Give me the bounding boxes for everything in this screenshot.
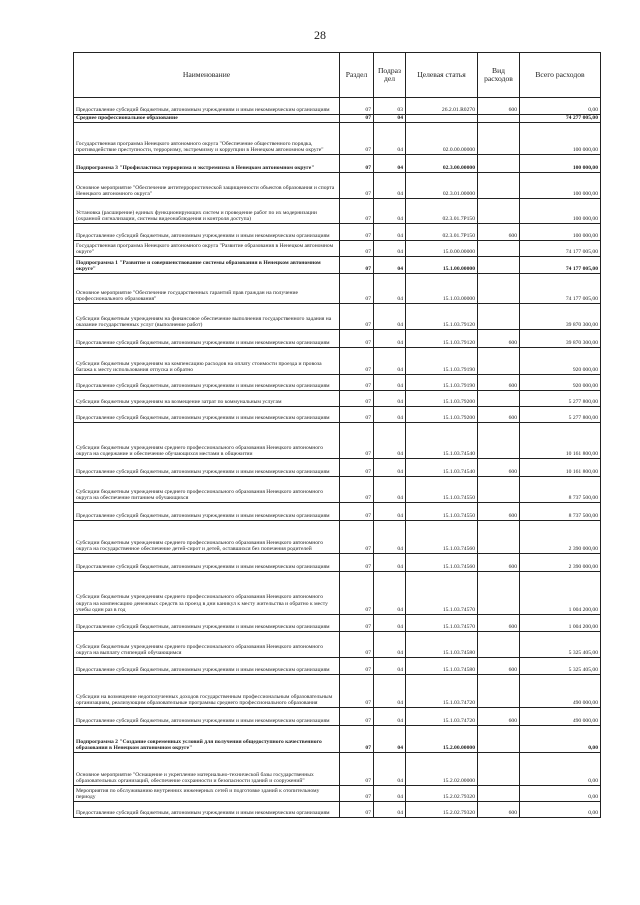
row-razdel: 07 — [340, 675, 374, 708]
table-row — [74, 658, 601, 675]
row-razdel: 07 — [340, 241, 374, 257]
row-celevaya: 15.1.03.74720 — [406, 675, 478, 708]
row-razdel: 07 — [340, 423, 374, 459]
row-razdel: 07 — [340, 407, 374, 423]
row-sum: 10 161 800,00 — [520, 423, 601, 459]
table-body — [74, 98, 601, 818]
row-sum: 5 277 800,00 — [520, 407, 601, 423]
table-row — [74, 802, 601, 818]
row-name: Мероприятия по обслуживанию внутренних инженерных сетей и подготовке зданий к отопительному периоду — [74, 786, 340, 802]
row-razdel: 07 — [340, 726, 374, 753]
row-razdel: 07 — [340, 375, 374, 391]
row-vid — [478, 786, 520, 802]
row-sum: 100 000,00 — [520, 155, 601, 173]
row-vid: 600 — [478, 407, 520, 423]
row-sum: 490 000,00 — [520, 708, 601, 726]
header-vid: Вид расходов — [478, 53, 520, 98]
row-vid — [478, 123, 520, 155]
table-row — [74, 632, 601, 658]
table-row — [74, 115, 601, 123]
row-vid: 600 — [478, 98, 520, 115]
row-podrazdel: 04 — [374, 615, 406, 632]
row-sum: 0,00 — [520, 786, 601, 802]
row-razdel: 07 — [340, 257, 374, 274]
row-name: Предоставление субсидий бюджетным, автономным учреждениям и иным некоммерческим организациям — [74, 708, 340, 726]
row-vid — [478, 726, 520, 753]
row-name: Субсидии бюджетным учреждениям среднего профессионального образования Ненецкого автономного округа на государственное обеспечение детей-сирот и детей, оставшихся без попечения родителей — [74, 521, 340, 554]
row-podrazdel: 04 — [374, 241, 406, 257]
row-vid — [478, 632, 520, 658]
row-razdel: 07 — [340, 503, 374, 521]
row-podrazdel: 04 — [374, 802, 406, 818]
row-sum: 5 325 405,00 — [520, 632, 601, 658]
row-razdel: 07 — [340, 348, 374, 375]
row-podrazdel: 04 — [374, 304, 406, 330]
row-vid: 600 — [478, 459, 520, 477]
row-razdel: 07 — [340, 304, 374, 330]
table-row — [74, 521, 601, 554]
table-row — [74, 241, 601, 257]
row-vid: 600 — [478, 802, 520, 818]
row-celevaya: 02.3.01.7Р150 — [406, 224, 478, 241]
row-podrazdel: 04 — [374, 115, 406, 123]
row-sum: 10 161 800,00 — [520, 459, 601, 477]
row-razdel: 07 — [340, 658, 374, 675]
row-razdel: 07 — [340, 615, 374, 632]
table-row — [74, 786, 601, 802]
row-name: Субсидии бюджетным учреждениям на финансовое обеспечение выполнения государственного задания на оказание государственных услуг (выполнение работ) — [74, 304, 340, 330]
row-podrazdel: 04 — [374, 348, 406, 375]
row-razdel: 07 — [340, 173, 374, 199]
row-name: Предоставление субсидий бюджетным, автономным учреждениям и иным некоммерческим организациям — [74, 503, 340, 521]
row-podrazdel: 04 — [374, 675, 406, 708]
row-podrazdel: 04 — [374, 632, 406, 658]
table-row — [74, 224, 601, 241]
table-row — [74, 98, 601, 115]
row-celevaya: 15.1.03.00000 — [406, 274, 478, 304]
header-razdel: Раздел — [340, 53, 374, 98]
row-vid: 600 — [478, 330, 520, 348]
row-celevaya: 15.1.03.74580 — [406, 658, 478, 675]
row-sum: 74 277 005,00 — [520, 115, 601, 123]
row-podrazdel: 04 — [374, 173, 406, 199]
table-row — [74, 503, 601, 521]
row-celevaya: 15.2.00.00000 — [406, 726, 478, 753]
row-razdel: 07 — [340, 459, 374, 477]
row-name: Установка (расширение) единых функционирующих систем и проведение работ по их модернизации (охранной сигнализации, системы видеонаблюдения и контроля доступа) — [74, 199, 340, 224]
row-name: Подпрограмма 2 "Создание современных условий для получения общедоступного качественного образования в Ненецком автономном округе" — [74, 726, 340, 753]
row-sum: 490 000,00 — [520, 675, 601, 708]
row-vid — [478, 477, 520, 503]
row-podrazdel: 04 — [374, 786, 406, 802]
row-name: Субсидии бюджетным учреждениям на возмещение затрат по коммунальным услугам — [74, 391, 340, 407]
row-celevaya: 02.3.01.7Р150 — [406, 199, 478, 224]
row-razdel: 07 — [340, 572, 374, 615]
row-podrazdel: 04 — [374, 459, 406, 477]
row-name: Предоставление субсидий бюджетным, автономным учреждениям и иным некоммерческим организациям — [74, 658, 340, 675]
row-sum: 1 004 200,00 — [520, 572, 601, 615]
row-name: Предоставление субсидий бюджетным, автономным учреждениям и иным некоммерческим организациям — [74, 802, 340, 818]
row-vid: 600 — [478, 375, 520, 391]
row-name: Государственная программа Ненецкого автономного округа "Обеспечение общественного порядка, противодействие преступности, терроризму, экстремизму и коррупции в Ненецком автономном округе" — [74, 123, 340, 155]
row-celevaya — [406, 115, 478, 123]
row-sum: 8 737 500,00 — [520, 477, 601, 503]
budget-table — [73, 52, 601, 818]
row-podrazdel: 04 — [374, 708, 406, 726]
table-row — [74, 753, 601, 786]
row-vid — [478, 241, 520, 257]
row-podrazdel: 04 — [374, 199, 406, 224]
row-vid: 600 — [478, 658, 520, 675]
row-celevaya: 15.1.03.74550 — [406, 477, 478, 503]
row-sum: 39 870 300,00 — [520, 330, 601, 348]
row-razdel: 07 — [340, 391, 374, 407]
row-vid: 600 — [478, 224, 520, 241]
row-celevaya: 15.1.03.74550 — [406, 503, 478, 521]
row-podrazdel: 04 — [374, 554, 406, 572]
row-razdel: 07 — [340, 786, 374, 802]
row-vid — [478, 304, 520, 330]
table-row — [74, 155, 601, 173]
row-podrazdel: 04 — [374, 123, 406, 155]
row-sum: 0,00 — [520, 753, 601, 786]
row-celevaya: 15.1.03.74570 — [406, 572, 478, 615]
row-celevaya: 15.1.03.79200 — [406, 407, 478, 423]
table-row — [74, 423, 601, 459]
row-vid — [478, 115, 520, 123]
table-row — [74, 199, 601, 224]
header-sum: Всего расходов — [520, 53, 601, 98]
row-sum: 920 000,00 — [520, 348, 601, 375]
row-sum: 74 177 005,00 — [520, 257, 601, 274]
row-name: Основное мероприятие "Оснащение и укрепление материально-технической базы государственных образовательных организаций, обеспечение сохранности и безопасности зданий и сооружений" — [74, 753, 340, 786]
row-vid — [478, 572, 520, 615]
row-name: Основное мероприятие "Обеспечение государственных гарантий прав граждан на получение профессионального образования" — [74, 274, 340, 304]
row-celevaya: 02.0.00.00000 — [406, 123, 478, 155]
table-row — [74, 274, 601, 304]
row-vid — [478, 423, 520, 459]
row-name: Субсидии бюджетным учреждениям среднего профессионального образования Ненецкого автономного округа на выплату стипендий обучающимся — [74, 632, 340, 658]
header-podrazdel: Подраз дел — [374, 53, 406, 98]
row-celevaya: 15.1.03.79120 — [406, 330, 478, 348]
row-celevaya: 15.1.03.74580 — [406, 632, 478, 658]
row-name: Предоставление субсидий бюджетным, автономным учреждениям и иным некоммерческим организациям — [74, 224, 340, 241]
row-razdel: 07 — [340, 330, 374, 348]
row-podrazdel: 04 — [374, 391, 406, 407]
row-podrazdel: 04 — [374, 753, 406, 786]
row-vid — [478, 199, 520, 224]
row-name: Государственная программа Ненецкого автономного округа "Развитие образования в Ненецком автономном округе" — [74, 241, 340, 257]
table-row — [74, 391, 601, 407]
table-row — [74, 554, 601, 572]
table-row — [74, 257, 601, 274]
header-name: Наименование — [74, 53, 340, 98]
row-vid — [478, 173, 520, 199]
row-celevaya: 15.1.03.74540 — [406, 423, 478, 459]
row-name: Субсидии на возмещение недополученных доходов государственным профессиональным образовательным организациям, реализующим образовательные программы среднего профессионального образования — [74, 675, 340, 708]
row-razdel: 07 — [340, 521, 374, 554]
row-celevaya: 15.1.03.74540 — [406, 459, 478, 477]
row-celevaya: 15.1.03.74560 — [406, 521, 478, 554]
table-row — [74, 459, 601, 477]
table-row — [74, 477, 601, 503]
row-vid — [478, 521, 520, 554]
row-name: Подпрограмма 1 "Развитие и совершенствование системы образования в Ненецком автономном округе" — [74, 257, 340, 274]
page-number: 28 — [314, 28, 326, 42]
row-celevaya: 26.2.01.R0270 — [406, 98, 478, 115]
row-razdel: 07 — [340, 123, 374, 155]
row-razdel: 07 — [340, 554, 374, 572]
row-sum: 74 177 005,00 — [520, 274, 601, 304]
row-name: Предоставление субсидий бюджетным, автономным учреждениям и иным некоммерческим организациям — [74, 98, 340, 115]
row-celevaya: 15.2.02.79320 — [406, 802, 478, 818]
row-sum: 100 000,00 — [520, 224, 601, 241]
table-header-row — [74, 53, 601, 98]
row-vid — [478, 257, 520, 274]
row-podrazdel: 04 — [374, 155, 406, 173]
row-celevaya: 15.1.03.74570 — [406, 615, 478, 632]
row-sum: 0,00 — [520, 802, 601, 818]
table-row — [74, 675, 601, 708]
row-vid: 600 — [478, 708, 520, 726]
row-podrazdel: 04 — [374, 521, 406, 554]
row-razdel: 07 — [340, 753, 374, 786]
row-sum: 39 870 300,00 — [520, 304, 601, 330]
row-name: Субсидии бюджетным учреждениям среднего профессионального образования Ненецкого автономного округа на обеспечение питанием обучающихся — [74, 477, 340, 503]
table-row — [74, 348, 601, 375]
row-name: Среднее профессиональное образование — [74, 115, 340, 123]
row-sum: 2 390 000,00 — [520, 554, 601, 572]
row-name: Предоставление субсидий бюджетным, автономным учреждениям и иным некоммерческим организациям — [74, 459, 340, 477]
row-sum: 0,00 — [520, 726, 601, 753]
row-name: Предоставление субсидий бюджетным, автономным учреждениям и иным некоммерческим организациям — [74, 375, 340, 391]
row-sum: 100 000,00 — [520, 199, 601, 224]
table-row — [74, 330, 601, 348]
row-name: Субсидии бюджетным учреждениям среднего профессионального образования Ненецкого автономного округа на содержание и обеспечение обучающихся местами в общежитии — [74, 423, 340, 459]
row-podrazdel: 04 — [374, 477, 406, 503]
row-razdel: 07 — [340, 224, 374, 241]
row-vid — [478, 675, 520, 708]
row-podrazdel: 04 — [374, 726, 406, 753]
row-name: Подпрограмма 3 "Профилактика терроризма и экстремизма в Ненецком автономном округе" — [74, 155, 340, 173]
row-podrazdel: 04 — [374, 572, 406, 615]
header-celevaya: Целевая статья — [406, 53, 478, 98]
row-podrazdel: 03 — [374, 98, 406, 115]
row-sum: 2 390 000,00 — [520, 521, 601, 554]
table-row — [74, 407, 601, 423]
row-celevaya: 15.2.02.00000 — [406, 753, 478, 786]
table-row — [74, 708, 601, 726]
row-celevaya: 15.2.02.79320 — [406, 786, 478, 802]
table-row — [74, 304, 601, 330]
row-razdel: 07 — [340, 708, 374, 726]
row-celevaya: 15.1.03.79190 — [406, 375, 478, 391]
row-sum: 5 277 800,00 — [520, 391, 601, 407]
row-vid: 600 — [478, 554, 520, 572]
row-podrazdel: 04 — [374, 503, 406, 521]
row-sum: 5 325 405,00 — [520, 658, 601, 675]
row-razdel: 07 — [340, 98, 374, 115]
row-podrazdel: 04 — [374, 407, 406, 423]
row-podrazdel: 04 — [374, 658, 406, 675]
row-razdel: 07 — [340, 155, 374, 173]
table-row — [74, 726, 601, 753]
row-celevaya: 15.1.00.00000 — [406, 257, 478, 274]
row-razdel: 07 — [340, 477, 374, 503]
row-podrazdel: 04 — [374, 257, 406, 274]
row-name: Предоставление субсидий бюджетным, автономным учреждениям и иным некоммерческим организациям — [74, 330, 340, 348]
row-vid — [478, 348, 520, 375]
row-celevaya: 15.1.03.79200 — [406, 391, 478, 407]
row-razdel: 07 — [340, 802, 374, 818]
row-podrazdel: 04 — [374, 375, 406, 391]
row-vid — [478, 274, 520, 304]
table-row — [74, 572, 601, 615]
row-celevaya: 02.3.00.00000 — [406, 155, 478, 173]
row-vid — [478, 753, 520, 786]
row-celevaya: 02.3.01.00000 — [406, 173, 478, 199]
row-vid: 600 — [478, 503, 520, 521]
row-celevaya: 15.1.03.74720 — [406, 708, 478, 726]
row-razdel: 07 — [340, 632, 374, 658]
row-celevaya: 15.1.03.79120 — [406, 304, 478, 330]
table-row — [74, 173, 601, 199]
table-row — [74, 375, 601, 391]
row-celevaya: 15.0.00.00000 — [406, 241, 478, 257]
row-sum: 8 737 500,00 — [520, 503, 601, 521]
row-sum: 0,00 — [520, 98, 601, 115]
row-name: Основное мероприятие "Обеспечение антитеррористической защищенности объектов образования и спорта Ненецкого автономного округа" — [74, 173, 340, 199]
row-podrazdel: 04 — [374, 423, 406, 459]
row-sum: 74 177 005,00 — [520, 241, 601, 257]
row-name: Предоставление субсидий бюджетным, автономным учреждениям и иным некоммерческим организациям — [74, 554, 340, 572]
row-podrazdel: 04 — [374, 274, 406, 304]
row-sum: 920 000,00 — [520, 375, 601, 391]
row-podrazdel: 04 — [374, 330, 406, 348]
row-celevaya: 15.1.03.79190 — [406, 348, 478, 375]
row-name: Предоставление субсидий бюджетным, автономным учреждениям и иным некоммерческим организациям — [74, 615, 340, 632]
row-sum: 100 000,00 — [520, 123, 601, 155]
row-vid — [478, 155, 520, 173]
row-podrazdel: 04 — [374, 224, 406, 241]
row-razdel: 07 — [340, 115, 374, 123]
row-sum: 100 000,00 — [520, 173, 601, 199]
row-sum: 1 004 200,00 — [520, 615, 601, 632]
row-razdel: 07 — [340, 199, 374, 224]
row-vid — [478, 391, 520, 407]
row-celevaya: 15.1.03.74560 — [406, 554, 478, 572]
table-row — [74, 615, 601, 632]
table-row — [74, 123, 601, 155]
row-vid: 600 — [478, 615, 520, 632]
row-razdel: 07 — [340, 274, 374, 304]
row-name: Субсидии бюджетным учреждениям среднего профессионального образования Ненецкого автономного округа на компенсацию денежных средств за проезд в дни каникул к месту жительства и обратно к месту учебы один раз в год — [74, 572, 340, 615]
row-name: Субсидии бюджетным учреждениям на компенсацию расходов на оплату стоимости проезда и провоза багажа к месту использования отпуска и обратно — [74, 348, 340, 375]
row-name: Предоставление субсидий бюджетным, автономным учреждениям и иным некоммерческим организациям — [74, 407, 340, 423]
